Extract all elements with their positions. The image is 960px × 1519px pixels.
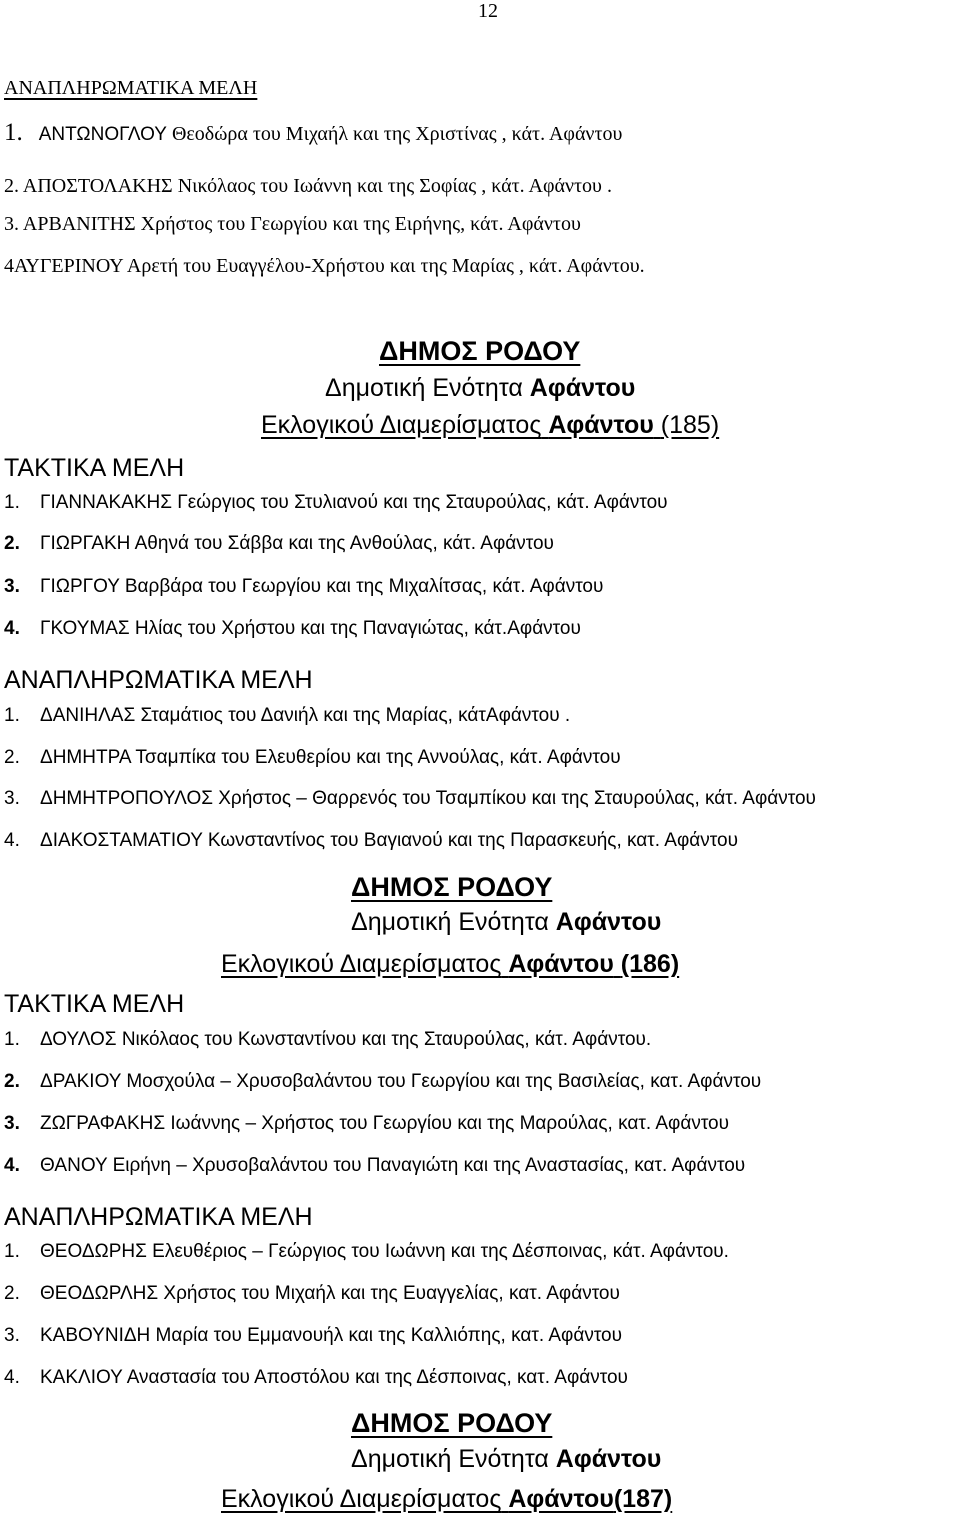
item-text: ΚΑΒΟΥΝΙΔΗ Μαρία του Εμμανουήλ και της Καλλιόπης, κατ. Αφάντου [40, 1325, 623, 1346]
item-number: 3. [4, 788, 20, 809]
list-item [4, 255, 645, 278]
item-surname: ΑΝΤΩΝΟΓΛΟΥ [38, 124, 167, 145]
item-text: ΓΙΑΝΝΑΚΑΚΗΣ Γεώργιος του Στυλιανού και της Σταυρούλας, κάτ. Αφάντου [40, 492, 668, 513]
list-item [4, 1029, 651, 1051]
district-heading [221, 1485, 672, 1514]
item-number: 4 [4, 255, 14, 277]
item-text: ΔΗΜΗΤΡΑ Τσαμπίκα του Ελευθερίου και της Αννούλας, κάτ. Αφάντου [40, 747, 621, 768]
substitute-members-heading: ΑΝΑΠΛΗΡΩΜΑΤΙΚΑ ΜΕΛΗ [4, 1203, 313, 1231]
item-text: ΖΩΓΡΑΦΑΚΗΣ Ιωάννης – Χρήστος του Γεωργίου και της Μαρούλας, κατ. Αφάντου [40, 1113, 730, 1134]
item-number: 2. [4, 1071, 20, 1092]
item-text: ΔΟΥΛΟΣ Νικόλαος του Κωνσταντίνου και της Σταυρούλας, κάτ. Αφάντου. [40, 1029, 652, 1050]
list-item [4, 492, 668, 514]
item-number: 3. [4, 1325, 20, 1346]
unit-prefix: Δημοτική Ενότητα [351, 908, 549, 936]
item-text: ΔΑΝΙΗΛΑΣ Σταμάτιος του Δανιήλ και της Μαρίας, κάτΑφάντου . [40, 705, 571, 726]
district-code: (186) [620, 950, 680, 978]
item-text: Αρετή του Ευαγγέλου-Χρήστου και της Μαρίας , κάτ. Αφάντου. [126, 255, 645, 277]
item-number: 1. [4, 1029, 20, 1050]
item-number: 3. [4, 576, 20, 597]
unit-prefix: Δημοτική Ενότητα [325, 374, 523, 402]
item-text: ΘΕΟΔΩΡΗΣ Ελευθέριος – Γεώργιος του Ιωάννη και της Δέσποινας, κάτ. Αφάντου. [40, 1241, 729, 1262]
list-item [4, 576, 603, 598]
district-code: (185) [660, 411, 720, 439]
district-prefix: Εκλογικού Διαμερίσματος [221, 1485, 502, 1513]
item-number: 3. [4, 1113, 20, 1134]
unit-name: Αφάντου [555, 908, 662, 936]
item-number: 4. [4, 830, 20, 851]
item-surname: ΑΥΓΕΡΙΝΟΥ [14, 255, 124, 277]
substitutes-heading: ΑΝΑΠΛΗΡΩΜΑΤΙΚΑ ΜΕΛΗ [4, 77, 258, 99]
item-number: 1. [4, 492, 20, 513]
list-item [4, 1283, 620, 1305]
item-number: 4. [4, 618, 20, 639]
list-item [4, 1071, 761, 1093]
item-number: 2. [4, 175, 19, 197]
list-item [4, 1367, 628, 1389]
list-item [4, 119, 622, 147]
unit-heading [351, 1445, 661, 1474]
substitute-members-heading: ΑΝΑΠΛΗΡΩΜΑΤΙΚΑ ΜΕΛΗ [4, 666, 313, 694]
district-heading [221, 950, 679, 979]
item-surname: ΑΠΟΣΤΟΛΑΚΗΣ [22, 175, 173, 197]
municipality-name: ΔΗΜΟΣ ΡΟΔΟΥ [379, 336, 581, 366]
unit-prefix: Δημοτική Ενότητα [351, 1445, 549, 1473]
district-name: Αφάντου [508, 1485, 614, 1513]
list-item [4, 788, 816, 810]
district-heading [261, 411, 719, 440]
item-text: ΔΗΜΗΤΡΟΠΟΥΛΟΣ Χρήστος – Θαρρενός του Τσαμπίκου και της Σταυρούλας, κάτ. Αφάντου [40, 788, 816, 809]
list-item [4, 747, 621, 769]
district-prefix: Εκλογικού Διαμερίσματος [221, 950, 502, 978]
unit-name: Αφάντου [529, 374, 636, 402]
unit-heading [351, 908, 661, 937]
municipality-heading [351, 1408, 552, 1439]
item-number: 4. [4, 1155, 20, 1176]
item-text: ΔΙΑΚΟΣΤΑΜΑΤΙΟΥ Κωνσταντίνος του Βαγιανού και της Παρασκευής, κατ. Αφάντου [40, 830, 738, 851]
item-number: 1. [4, 119, 23, 146]
list-item [4, 1155, 745, 1177]
municipality-name: ΔΗΜΟΣ ΡΟΔΟΥ [351, 872, 553, 902]
item-number: 2. [4, 1283, 20, 1304]
list-item [4, 830, 738, 852]
item-number: 4. [4, 1367, 20, 1388]
item-text: Νικόλαος του Ιωάννη και της Σοφίας , κάτ. Αφάντου . [177, 175, 612, 197]
item-surname: ΑΡΒΑΝΙΤΗΣ [22, 213, 136, 235]
item-text: ΚΑΚΛΙΟΥ Αναστασία του Αποστόλου και της Δέσποινας, κατ. Αφάντου [40, 1367, 628, 1388]
list-item [4, 175, 612, 198]
item-text: ΓΚΟΥΜΑΣ Ηλίας του Χρήστου και της Παναγιώτας, κάτ.Αφάντου [40, 618, 581, 639]
list-item [4, 533, 554, 555]
item-number: 2. [4, 747, 20, 768]
regular-members-heading: ΤΑΚΤΙΚΑ ΜΕΛΗ [4, 454, 185, 482]
item-number: 2. [4, 533, 20, 554]
item-number: 1. [4, 705, 20, 726]
list-item [4, 213, 581, 236]
list-item [4, 1241, 729, 1263]
page-number: 12 [478, 0, 498, 22]
item-text: ΔΡΑΚΙΟΥ Μοσχούλα – Χρυσοβαλάντου του Γεωργίου και της Βασιλείας, κατ. Αφάντου [40, 1071, 762, 1092]
item-number: 3. [4, 213, 19, 235]
item-number: 1. [4, 1241, 20, 1262]
item-text: Χρήστος του Γεωργίου και της Ειρήνης, κάτ. Αφάντου [140, 213, 581, 235]
item-text: ΘΕΟΔΩΡΛΗΣ Χρήστος του Μιχαήλ και της Ευαγγελίας, κατ. Αφάντου [40, 1283, 620, 1304]
item-text: ΘΑΝΟΥ Ειρήνη – Χρυσοβαλάντου του Παναγιώτη και της Αναστασίας, κατ. Αφάντου [40, 1155, 746, 1176]
list-item [4, 705, 570, 727]
municipality-heading [379, 336, 580, 367]
list-item [4, 1325, 622, 1347]
item-text: ΓΙΩΡΓΑΚΗ Αθηνά του Σάββα και της Ανθούλας, κάτ. Αφάντου [40, 533, 554, 554]
district-prefix: Εκλογικού Διαμερίσματος [261, 411, 542, 439]
list-item [4, 1113, 729, 1135]
item-text: Θεοδώρα του Μιχαήλ και της Χριστίνας , κάτ. Αφάντου [171, 123, 623, 145]
unit-heading [325, 374, 635, 403]
municipality-heading [351, 872, 552, 903]
unit-name: Αφάντου [555, 1445, 662, 1473]
regular-members-heading: ΤΑΚΤΙΚΑ ΜΕΛΗ [4, 990, 185, 1018]
district-name: Αφάντου [548, 411, 654, 439]
municipality-name: ΔΗΜΟΣ ΡΟΔΟΥ [351, 1408, 553, 1438]
district-code: (187) [613, 1485, 673, 1513]
item-text: ΓΙΩΡΓΟΥ Βαρβάρα του Γεωργίου και της Μιχαλίτσας, κάτ. Αφάντου [40, 576, 604, 597]
district-name: Αφάντου [508, 950, 614, 978]
list-item [4, 618, 581, 640]
